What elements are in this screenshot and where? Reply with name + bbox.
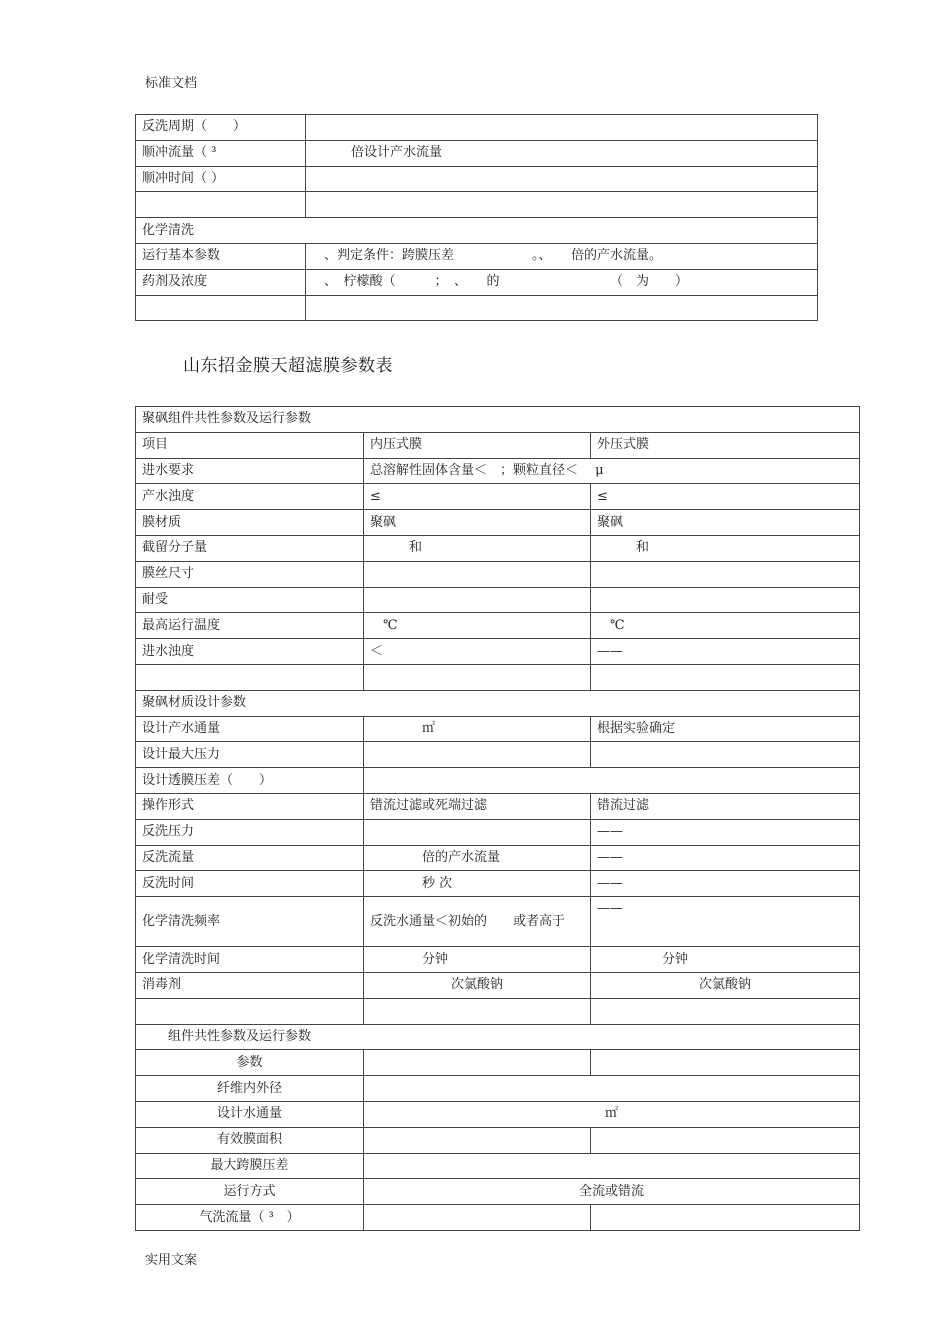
cell-value: 分钟 [364, 947, 591, 973]
cell-label: 最高运行温度 [136, 613, 364, 639]
section-header: 聚砜组件共性参数及运行参数 [136, 407, 860, 433]
cell-label: 最大跨膜压差 [136, 1153, 364, 1179]
cell-label: 产水浊度 [136, 484, 364, 510]
cell-value [306, 115, 818, 141]
cell-value: 反洗水通量＜初始的 或者高于 [364, 897, 591, 947]
table-row [136, 998, 860, 1024]
table-row [136, 587, 860, 613]
cell-value: 秒 次 [364, 871, 591, 897]
table-row [136, 432, 860, 458]
cell-label [136, 192, 306, 218]
cell-value [306, 192, 818, 218]
section-header: 组件共性参数及运行参数 [136, 1024, 860, 1050]
cell-value [364, 561, 591, 587]
table-row [136, 639, 860, 665]
table-row [136, 192, 818, 218]
cell-value: 倍设计产水流量 [306, 140, 818, 166]
table-row [136, 1153, 860, 1179]
cell-value: ㎡ [364, 1101, 860, 1127]
cell-label: 反洗压力 [136, 819, 364, 845]
cell-value: 次氯酸钠 [591, 972, 860, 998]
cell-value: —— [591, 819, 860, 845]
cell-value: ≤ [591, 484, 860, 510]
cell-label: 顺冲时间（ ） [136, 166, 306, 192]
page-title: 山东招金膜天超滤膜参数表 [183, 356, 393, 376]
cell-value: 错流过滤或死端过滤 [364, 793, 591, 819]
cell-label [136, 998, 364, 1024]
cell-value [364, 1205, 591, 1231]
cell-value [591, 1205, 860, 1231]
cell-value [591, 1050, 860, 1076]
table-row [136, 613, 860, 639]
table-row [136, 1205, 860, 1231]
table-row [136, 1050, 860, 1076]
cell-label: 进水要求 [136, 458, 364, 484]
cell-label [136, 664, 364, 690]
cell-value [306, 295, 818, 321]
page-header: 标准文档 [145, 76, 198, 91]
cell-value: 和 [591, 535, 860, 561]
cell-label: 项目 [136, 432, 364, 458]
table-row [136, 871, 860, 897]
section-header-row [136, 1024, 860, 1050]
cell-value [364, 998, 591, 1024]
cell-label: 消毒剂 [136, 972, 364, 998]
table-row [136, 716, 860, 742]
cell-value [591, 998, 860, 1024]
cell-value: ㎡ [364, 716, 591, 742]
cell-label: 设计透膜压差（ ） [136, 768, 364, 794]
table-row [136, 1179, 860, 1205]
cell-value: ＜ [364, 639, 591, 665]
table-row [136, 458, 860, 484]
cell-label: 纤维内外径 [136, 1076, 364, 1102]
cell-label: 膜材质 [136, 510, 364, 536]
backwash-table [135, 114, 818, 321]
cell-value [364, 1127, 591, 1153]
cell-value: 分钟 [591, 947, 860, 973]
table-row [136, 793, 860, 819]
cell-value [364, 1050, 591, 1076]
table-row [136, 269, 818, 295]
table-row [136, 140, 818, 166]
cell-value: 根据实验确定 [591, 716, 860, 742]
cell-value: 次氯酸钠 [364, 972, 591, 998]
cell-value: 全流或错流 [364, 1179, 860, 1205]
cell-value: ℃ [364, 613, 591, 639]
cell-label: 化学清洗时间 [136, 947, 364, 973]
section-header-row [136, 218, 818, 244]
cell-value [364, 664, 591, 690]
cell-value [364, 768, 860, 794]
cell-label: 设计产水通量 [136, 716, 364, 742]
cell-value: 、 柠檬酸（ ； 、 的 （ 为 ） [306, 269, 818, 295]
cell-value: —— [591, 845, 860, 871]
cell-value: ≤ [364, 484, 591, 510]
cell-value [364, 819, 591, 845]
table-row [136, 742, 860, 768]
cell-value [591, 664, 860, 690]
cell-value: 聚砜 [364, 510, 591, 536]
cell-value [364, 1076, 860, 1102]
table-row [136, 510, 860, 536]
cell-label: 化学清洗频率 [136, 897, 364, 947]
cell-value [364, 1153, 860, 1179]
cell-label: 顺冲流量（ ³ [136, 140, 306, 166]
cell-label [136, 295, 306, 321]
cell-value: 外压式膜 [591, 432, 860, 458]
section-header: 化学清洗 [136, 218, 818, 244]
cell-value: 总溶解性固体含量＜ ；颗粒直径＜ μ [364, 458, 860, 484]
cell-value: 错流过滤 [591, 793, 860, 819]
table-row [136, 768, 860, 794]
cell-value [591, 742, 860, 768]
cell-label: 进水浊度 [136, 639, 364, 665]
cell-label: 操作形式 [136, 793, 364, 819]
cell-label: 运行基本参数 [136, 243, 306, 269]
cell-label: 设计水通量 [136, 1101, 364, 1127]
cell-label: 运行方式 [136, 1179, 364, 1205]
table-row [136, 295, 818, 321]
cell-label: 截留分子量 [136, 535, 364, 561]
cell-label: 反洗流量 [136, 845, 364, 871]
table-row [136, 243, 818, 269]
cell-label: 设计最大压力 [136, 742, 364, 768]
cell-label: 有效膜面积 [136, 1127, 364, 1153]
cell-label: 反洗周期（ ） [136, 115, 306, 141]
cell-value: 倍的产水流量 [364, 845, 591, 871]
table-row [136, 1101, 860, 1127]
cell-label: 反洗时间 [136, 871, 364, 897]
cell-value [591, 1127, 860, 1153]
page-footer: 实用文案 [145, 1253, 198, 1268]
section-header-row [136, 407, 860, 433]
cell-label: 参数 [136, 1050, 364, 1076]
cell-value: —— [591, 897, 860, 947]
parameter-table [135, 406, 860, 1231]
table-row [136, 1127, 860, 1153]
cell-value [364, 587, 591, 613]
table-row [136, 897, 860, 947]
table-row [136, 115, 818, 141]
cell-value [364, 742, 591, 768]
section-header-row [136, 690, 860, 716]
cell-value [306, 166, 818, 192]
cell-value [591, 561, 860, 587]
cell-value: 聚砜 [591, 510, 860, 536]
table-row [136, 947, 860, 973]
cell-value: ℃ [591, 613, 860, 639]
cell-label: 气洗流量（ ³ ） [136, 1205, 364, 1231]
cell-value: —— [591, 639, 860, 665]
section-header: 聚砜材质设计参数 [136, 690, 860, 716]
cell-label: 药剂及浓度 [136, 269, 306, 295]
table-row [136, 166, 818, 192]
table-row [136, 819, 860, 845]
cell-value [591, 587, 860, 613]
table-row [136, 845, 860, 871]
table-row [136, 535, 860, 561]
cell-value: 、判定条件：跨膜压差 。、 倍的产水流量。 [306, 243, 818, 269]
cell-value: 和 [364, 535, 591, 561]
cell-label: 耐受 [136, 587, 364, 613]
table-row [136, 972, 860, 998]
cell-value: —— [591, 871, 860, 897]
cell-label: 膜丝尺寸 [136, 561, 364, 587]
table-row [136, 1076, 860, 1102]
table-row [136, 664, 860, 690]
table-row [136, 561, 860, 587]
cell-value: 内压式膜 [364, 432, 591, 458]
table-row [136, 484, 860, 510]
